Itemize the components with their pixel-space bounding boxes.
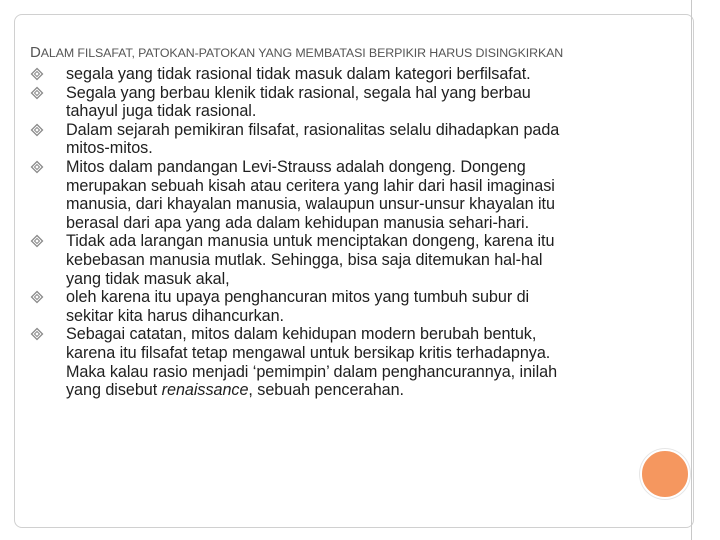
bullet-item	[30, 158, 666, 232]
last-line-text: yang disebut	[66, 381, 162, 400]
bullet-text-line: oleh karena itu upaya penghancuran mitos yang tumbuh subur di	[66, 288, 530, 307]
bullet-text-line: merupakan sebuah kisah atau ceritera yang lahir dari hasil imaginasi	[66, 176, 555, 195]
bullet-item	[30, 288, 666, 325]
bullet-text-line: Maka kalau rasio menjadi ‘pemimpin’ dalam penghancurannya, inilah	[66, 362, 558, 381]
bullet-item	[30, 325, 666, 399]
hollow-diamond-bullet-icon	[30, 234, 44, 248]
bullet-text-line: Tidak ada larangan manusia untuk menciptakan dongeng, karena itu	[66, 232, 555, 251]
decorative-orange-circle	[640, 449, 690, 499]
slide-title	[30, 44, 690, 61]
hollow-diamond-bullet-icon	[30, 123, 44, 137]
bullet-text-line: mitos-mitos.	[66, 139, 153, 158]
hollow-diamond-bullet-icon	[30, 86, 44, 100]
bullet-item	[30, 232, 666, 288]
bullet-text-line: Dalam sejarah pemikiran filsafat, rasionalitas selalu dihadapkan pada	[66, 120, 560, 139]
bullet-list	[30, 65, 666, 400]
bullet-text-line: kebebasan manusia mutlak. Sehingga, bisa saja ditemukan hal-hal	[66, 250, 543, 269]
bullet-text-line: Sebagai catatan, mitos dalam kehidupan modern berubah bentuk,	[66, 325, 537, 344]
bullet-text-line: Mitos dalam pandangan Levi-Strauss adalah dongeng. Dongeng	[66, 157, 526, 176]
slide-right-divider	[691, 0, 692, 540]
bullet-item	[30, 65, 666, 84]
bullet-text-line: sekitar kita harus dihancurkan.	[66, 306, 284, 325]
hollow-diamond-bullet-icon	[30, 327, 44, 341]
bullet-text-line: manusia, dari khayalan manusia, walaupun unsur-unsur khayalan itu	[66, 195, 555, 214]
title-rest: ALAM FILSAFAT, PATOKAN-PATOKAN YANG MEMBATASI BERPIKIR HARUS DISINGKIRKAN	[40, 46, 564, 60]
italic-term: renaissance	[161, 381, 249, 400]
bullet-item	[30, 121, 666, 158]
hollow-diamond-bullet-icon	[30, 67, 44, 81]
title-first-letter: D	[30, 44, 41, 61]
bullet-text-line: berasal dari apa yang ada dalam kehidupan manusia sehari-hari.	[66, 213, 530, 232]
hollow-diamond-bullet-icon	[30, 290, 44, 304]
bullet-text-line: karena itu filsafat tetap mengawal untuk bersikap kritis terhadapnya.	[66, 343, 551, 362]
bullet-text-line: tahayul juga tidak rasional.	[66, 102, 257, 121]
bullet-text-line	[66, 381, 666, 400]
bullet-text-line: Segala yang berbau klenik tidak rasional, segala hal yang berbau	[66, 83, 531, 102]
last-line-text: , sebuah pencerahan.	[248, 381, 405, 400]
bullet-text-line: segala yang tidak rasional tidak masuk dalam kategori berfilsafat.	[66, 65, 531, 83]
bullet-item	[30, 84, 666, 121]
bullet-text-line: yang tidak masuk akal,	[66, 269, 230, 288]
hollow-diamond-bullet-icon	[30, 160, 44, 174]
